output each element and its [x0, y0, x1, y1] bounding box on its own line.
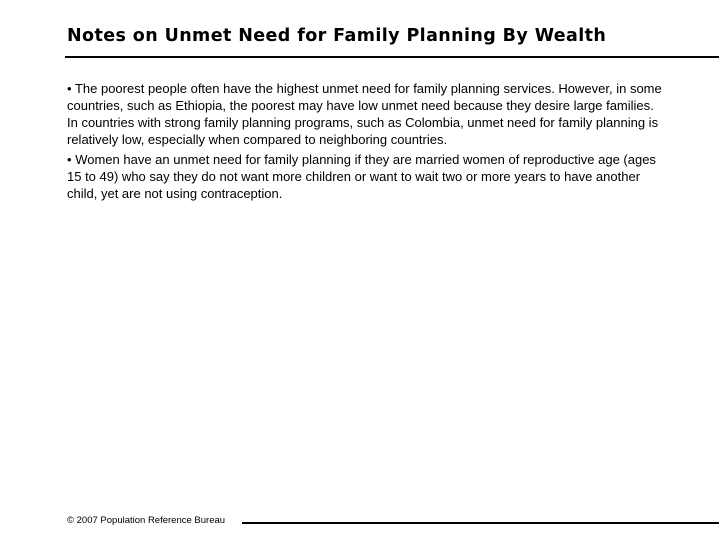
note-text: Women have an unmet need for family planning if they are married women of reproductive age (ages 15 to 49) who say they do not want more children or want to wait two or more years to have another child, yet are not using contraception. [67, 152, 656, 201]
copyright-footer: © 2007 Population Reference Bureau [67, 515, 226, 526]
bullet-icon: • [67, 81, 72, 96]
note-item [67, 151, 667, 202]
notes-list [67, 80, 667, 205]
footer-rule [242, 522, 719, 524]
slide-title: Notes on Unmet Need for Family Planning By Wealth [67, 26, 607, 46]
bullet-icon: • [67, 152, 72, 167]
note-item [67, 80, 667, 148]
title-underline [65, 56, 719, 58]
note-text: The poorest people often have the highest unmet need for family planning services. However, in some countries, such as Ethiopia, the poorest may have low unmet need because they desire large families. In countries with strong family planning programs, such as Colombia, unmet need for family planning is relatively low, especially when compared to neighboring countries. [67, 81, 662, 147]
